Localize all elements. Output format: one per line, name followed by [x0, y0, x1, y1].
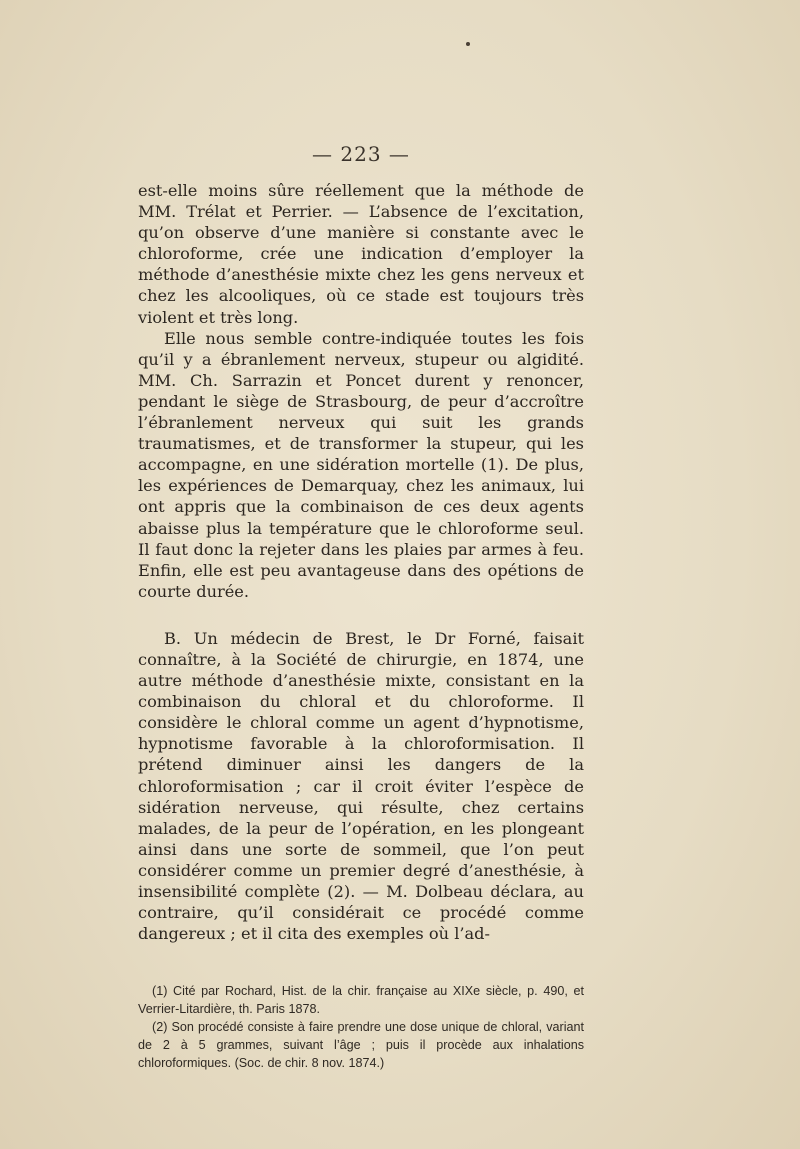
- document-page: [138, 142, 584, 1072]
- body-text: [138, 180, 584, 944]
- footnote-2: (2) Son procédé consiste à faire prendre une dose unique de chloral, variant de 2 à 5 grammes, suivant l’âge ; puis il procède aux inhalations chloroformiques. (Soc. de chir. 8 nov. 1874.): [138, 1020, 584, 1071]
- ink-speck: [466, 42, 470, 46]
- paragraph-continuation: est-elle moins sûre réellement que la méthode de MM. Trélat et Perrier. — L’absence de l’excitation, qu’on observe d’une manière si constante avec le chloroforme, crée une indication d’employer la méthode d’anesthésie mixte chez les gens nerveux et chez les alcooliques, où ce stade est toujours très violent et très long.: [138, 181, 584, 327]
- paragraph-section-b: B. Un médecin de Brest, le Dr Forné, faisait connaître, à la Société de chirurgie, en 1874, une autre méthode d’anesthésie mixte, consistant en la combinaison du chloral et du chloroforme. Il considère le chloral comme un agent d’hypnotisme, hypnotisme favorable à la chloroformisation. Il prétend diminuer ainsi les dangers de la chloroformisation ; car il croit éviter l’espèce de sidération nerveuse, qui résulte, chez certains malades, de la peur de l’opération, en les plongeant ainsi dans une sorte de sommeil, que l’on peut considérer comme un premier degré d’anesthésie, à insensibilité complète (2). — M. Dolbeau déclara, au contraire, qu’il considérait ce procédé comme dangereux ; et il cita des exemples où l’ad-: [138, 628, 584, 944]
- footnote-1: (1) Cité par Rochard, Hist. de la chir. française au XIXe siècle, p. 490, et Verrier-Litardière, th. Paris 1878.: [138, 984, 584, 1017]
- footnotes: [138, 982, 584, 1072]
- paragraph-contraindications: Elle nous semble contre-indiquée toutes les fois qu’il y a ébranlement nerveux, stupeur ou algidité. MM. Ch. Sarrazin et Poncet durent y renoncer, pendant le siège de Strasbourg, de peur d’accroître l’ébranlement nerveux qui suit les grands traumatismes, et de transformer la stupeur, qui les accompagne, en une sidération mortelle (1). De plus, les expériences de Demarquay, chez les animaux, lui ont appris que la combinaison de ces deux agents abaisse plus la température que le chloroforme seul. Il faut donc la rejeter dans les plaies par armes à feu. Enfin, elle est peu avantageuse dans des opétions de courte durée.: [138, 328, 584, 601]
- page-number: — 223 —: [312, 142, 410, 166]
